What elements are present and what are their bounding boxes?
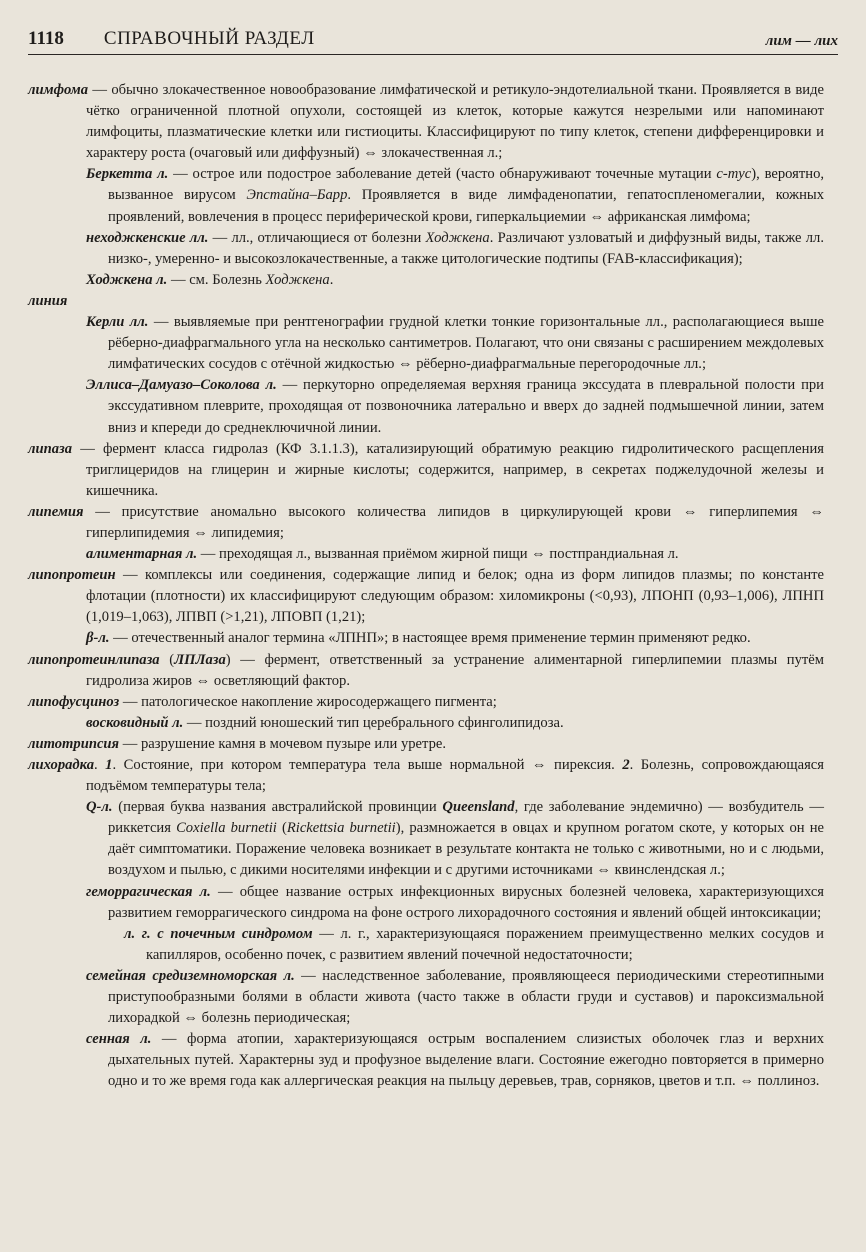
entry-term: липофусциноз [28, 693, 120, 710]
entry-term: Q-л. [86, 799, 113, 816]
entry-text: — выявляемые при рентгенографии грудной клетки тонкие горизонтальные лл., располагающиеся выше рёберно-диафрагмального угла на несколько сантиметров. Полагают, что они связаны с расширением междолевых лимфатических сосудов с отёчной жидкостью ⇔ рёберно-диафрагмальные перегородочные лл.; [108, 314, 824, 373]
entry-text: ( [276, 820, 287, 837]
entry-text: , где заболевание эндемично) — возбудитель — риккетсия [108, 799, 824, 837]
entry-text: — наследственное заболевание, проявляющееся периодическими стереотипными приступообразными болями в области живота (часто также в области груди и суставов) и пароксизмальной лихорадкой ⇔ болезнь периодическая; [108, 967, 825, 1027]
entry-text: . Состояние, при котором температура тела выше нормальной ⇔ пирексия. [112, 757, 623, 773]
entry-term: геморрагическая л. [86, 883, 211, 900]
entry-text: ЛПЛаза [174, 651, 226, 668]
dictionary-entry [28, 565, 824, 628]
dictionary-subentry [28, 270, 824, 291]
entry-text: Ходжкена [425, 229, 490, 246]
dictionary-subentry [28, 924, 824, 966]
dictionary-subentry [28, 628, 824, 649]
entry-text: — фермент класса гидролаз (КФ 3.1.1.3), катализирующий обратимую реакцию гидролитического расщепления триглицеридов на глицерин и жирные кислоты; содержится, например, в секретах поджелудочной железы и кишечника. [72, 440, 824, 499]
entry-text: (первая буква названия австралийской провинции [112, 799, 443, 816]
dictionary-entry [28, 734, 824, 755]
entry-text: ( [159, 651, 175, 668]
entry-text: — лл., отличающиеся от болезни [208, 229, 426, 246]
entry-text: — см. Болезнь [167, 271, 266, 288]
dictionary-entry [28, 80, 824, 164]
entry-term: липаза [28, 440, 73, 457]
dictionary-entry [28, 291, 824, 312]
entry-term: семейная средиземноморская л. [86, 967, 295, 984]
entry-text: Coxiella burnetii [176, 820, 277, 837]
entry-text: — поздний юношеский тип церебрального сфинголипидоза. [183, 714, 564, 731]
dictionary-subentry [28, 375, 824, 438]
dictionary-entry [28, 439, 824, 502]
dictionary-subentry [28, 1029, 824, 1092]
dictionary-subentry [28, 966, 824, 1029]
page-number: 1118 [28, 28, 64, 49]
entry-term: лимфома [28, 82, 89, 98]
entry-text: ) — фермент, ответственный за устранение алиментарной гиперлипемии плазмы путём гидролиза жиров ⇔ осветляющий фактор. [86, 651, 824, 689]
dictionary-entry [28, 755, 824, 797]
entry-text: — разрушение камня в мочевом пузыре или уретре. [119, 735, 447, 752]
section-title: СПРАВОЧНЫЙ РАЗДЕЛ [103, 28, 315, 49]
entry-text: — преходящая л., вызванная приёмом жирной пищи ⇔ постпрандиальная л. [197, 546, 679, 563]
dictionary-subentry [28, 882, 824, 924]
dictionary-subentry [28, 544, 824, 565]
entry-text: . Различают узловатый и диффузный виды, также лл. низко-, умеренно- и высокозлокачественные, а также цитологические подтипы (FAB-классификация); [108, 229, 824, 267]
entry-text: c-myc [716, 166, 752, 183]
entry-text: Эпстайна–Барр [246, 187, 348, 204]
dictionary-subentry [28, 312, 824, 375]
entry-term: литотрипсия [28, 735, 120, 752]
entry-text: — комплексы или соединения, содержащие липид и белок; одна из форм липидов плазмы; по константе флотации (плотности) их классифицируют следующим образом: хиломикроны (<0,93), ЛПОНП (0,93–1,006), ЛПНП (1,019–1,063), ЛПВП (>1,21), ЛПОВП (1,21); [86, 567, 824, 626]
entry-text: — форма атопии, характеризующаяся острым воспалением слизистых оболочек глаз и верхних дыхательных путей. Характерны зуд и профузное выделение влаги. Состояние ежегодно повторяется в примерно одно и то же время года как аллергическая реакция на пыльцу деревьев, трав, сорняков, цветов и т.п. ⇔ поллиноз. [108, 1031, 824, 1090]
entry-term: Беркетта л. [86, 166, 169, 183]
entry-range: лим — лих [765, 33, 838, 49]
dictionary-subentry [28, 228, 824, 270]
entry-text: — отечественный аналог термина «ЛПНП»; в настоящее время применение термин применяют редко. [109, 630, 751, 647]
entry-text: . [329, 271, 334, 288]
entry-text: ), размножается в овцах и крупном рогатом скоте, у которых он не даёт симптоматики. Поражение человека возникает в результате контакта не только с животными, но и с людьми, воздухом и пылью, с дикими носителями инфекции и с другими источниками ⇔ квинслендская л.; [108, 820, 825, 879]
dictionary-entry [28, 502, 824, 544]
entry-text: — острое или подострое заболевание детей (часто обнаруживают точечные мутации [168, 166, 717, 183]
entry-term: лихорадка [28, 757, 94, 773]
entry-term: восковидный л. [86, 714, 184, 731]
entry-text: Rickettsia burnetii [286, 820, 396, 837]
entry-text: Ходжкена [265, 271, 330, 288]
entry-term: алиментарная л. [86, 546, 198, 563]
entry-text: — общее название острых инфекционных вирусных болезней человека, характеризующихся развитием геморрагического синдрома на фоне острого лихорадочного состояния и явлений общей интоксикации; [108, 883, 825, 921]
entry-term: липопротеинлипаза [28, 651, 160, 668]
entry-text: . [94, 757, 106, 773]
entry-term: неходжкенские лл. [86, 229, 209, 246]
entry-text: — л. г., характеризующаяся поражением преимущественно мелких сосудов и капилляров, особенно почек, с развитием явлений почечной недостаточности; [146, 925, 824, 963]
entry-text: . Болезнь, сопровождающаяся подъёмом температуры тела; [86, 757, 824, 795]
entry-text: 2 [622, 757, 630, 773]
dictionary-subentry [28, 164, 824, 227]
entry-text: Queensland [442, 799, 515, 816]
entry-term: β-л. [86, 630, 110, 647]
entry-text: — обычно злокачественное новообразование лимфатической и ретикуло-эндотелиальной ткани. Проявляется в виде чётко ограниченной плотной опухоли, состоящей из клеток, которые кажутся незрелыми или напоминают лимфоциты, плазматические клетки или гистиоциты. Классифицируют по типу клеток, степени дифференцировки и характеру роста (очаговый или диффузный) ⇔ злокачественная л.; [86, 82, 824, 162]
entry-term: линия [28, 292, 68, 309]
entry-term: л. г. с почечным синдромом [124, 925, 313, 942]
entries-list [28, 80, 824, 1093]
entry-text: ), вероятно, вызванное вирусом [108, 166, 825, 204]
entry-text: 1 [105, 757, 113, 773]
entry-term: Керли лл. [86, 314, 149, 331]
entry-text: — присутствие аномально высокого количества липидов в циркулирующей крови ⇔ гиперлипемия ⇔ гиперлипидемия ⇔ липидемия; [83, 503, 824, 541]
entry-term: липопротеин [28, 567, 116, 584]
entry-term: Ходжкена л. [86, 271, 168, 288]
entry-term: липемия [28, 503, 84, 520]
page-header [28, 20, 838, 55]
entry-term: сенная л. [86, 1031, 152, 1048]
entry-text: — патологическое накопление жиросодержащего пигмента; [119, 693, 497, 710]
entry-text: . Проявляется в виде лимфаденопатии, гепатоспленомегалии, кожных проявлений, вовлечения в процесс периферической крови, гиперкальциемии ⇔ африканская лимфома; [108, 187, 824, 225]
dictionary-entry [28, 650, 824, 692]
entry-text: — перкуторно определяемая верхняя граница экссудата в плевральной полости при экссудативном плеврите, проходящая от позвоночника латерально и вверх до задней подмышечной линии, затем вниз и кпереди до среднеключичной линии. [108, 377, 824, 436]
dictionary-subentry [28, 713, 824, 734]
entry-term: Эллиса–Дамуазо–Соколова л. [86, 377, 277, 394]
dictionary-entry [28, 692, 824, 713]
dictionary-subentry [28, 797, 824, 881]
